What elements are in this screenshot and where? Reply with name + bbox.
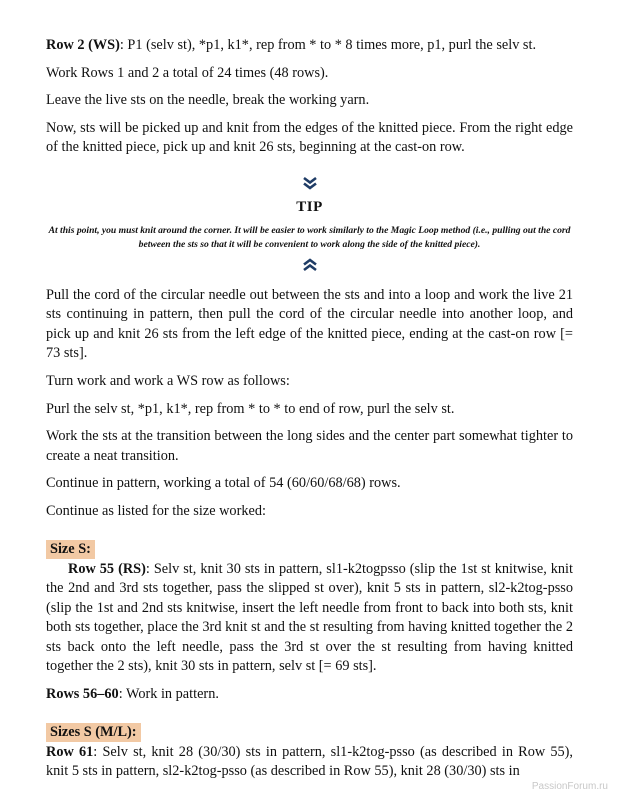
page-content (46, 36, 573, 790)
pull-cord-paragraph: Pull the cord of the circular needle out between the sts and into a loop and work the live 21 sts continuing in pattern, then pull the cord of the circular needle into another loop, and pick up and knit 26 sts from the left edge of the knitted piece, ending at the cast-on row [= 73 sts]. (46, 286, 573, 362)
tip-text: At this point, you must knit around the corner. It will be easier to work similarly to the Magic Loop method (i.e., pulling out the cord between the sts so that it will be convenient to work along the side of the knitted piece). (48, 224, 571, 250)
transition-paragraph: Work the sts at the transition between the long sides and the center part somewhat tighter to create a neat transition. (46, 428, 573, 464)
tip-title: TIP (296, 198, 323, 215)
rows56-60-text: : Work in pattern. (118, 686, 219, 703)
rows56-60-label: Rows 56–60 (46, 686, 119, 703)
size-s-badge: Size S: (46, 540, 95, 559)
row55-paragraph (46, 560, 573, 678)
purl-row-paragraph: Purl the selv st, *p1, k1*, rep from * to * to end of row, purl the selv st. (46, 400, 455, 417)
rows56-60-paragraph (46, 685, 573, 705)
row2-text: : P1 (selv st), *p1, k1*, rep from * to * 8 times more, p1, purl the selv st. (119, 37, 537, 53)
row61-text: : Selv st, knit 28 (30/30) sts in pattern, sl1-k2tog-psso (as described in Row 55), knit 5 sts in pattern, sl2-k2tog-psso (as described in Row 55), knit 28 (30/30) sts in (46, 743, 574, 780)
continue-listed-paragraph: Continue as listed for the size worked: (46, 502, 266, 519)
pickup-paragraph: Now, sts will be picked up and knit from the edges of the knitted piece. From the right edge of the knitted piece, pick up and knit 26 sts, beginning at the cast-on row. (46, 119, 573, 156)
row61-paragraph (46, 743, 573, 782)
row55-text: : Selv st, knit 30 sts in pattern, sl1-k2togpsso (slip the 1st st knitwise, knit the 2nd and 3rd sts together, pass the slipped st over), knit 5 sts in pattern, sl2-k2tog-psso (slip the 1st and 2nd sts knitwise, insert the left needle from front to back into both sts, knit both sts together, place the 3rd knit st and the st resulting from having knitted together the 2 sts back onto the left needle, pass the 3rd st over the st resulting from having knitted together the 2 sts), knit 30 sts in pattern, selv st [= 69 sts]. (46, 560, 573, 675)
continue-pattern-paragraph: Continue in pattern, working a total of 54 (60/60/68/68) rows. (46, 475, 401, 492)
row55-label: Row 55 (RS) (68, 560, 146, 577)
leave-sts-paragraph: Leave the live sts on the needle, break the working yarn. (46, 92, 370, 109)
double-chevron-down-icon (302, 176, 318, 190)
row2-label: Row 2 (WS) (46, 37, 120, 53)
work-rows-paragraph: Work Rows 1 and 2 a total of 24 times (48 rows). (46, 64, 329, 81)
row2-paragraph (46, 36, 573, 56)
double-chevron-up-icon (302, 258, 318, 272)
turn-work-paragraph: Turn work and work a WS row as follows: (46, 372, 290, 389)
sizes-s-ml-badge: Sizes S (M/L): (46, 723, 141, 742)
watermark: PassionForum.ru (531, 781, 608, 792)
row61-label: Row 61 (46, 743, 94, 760)
